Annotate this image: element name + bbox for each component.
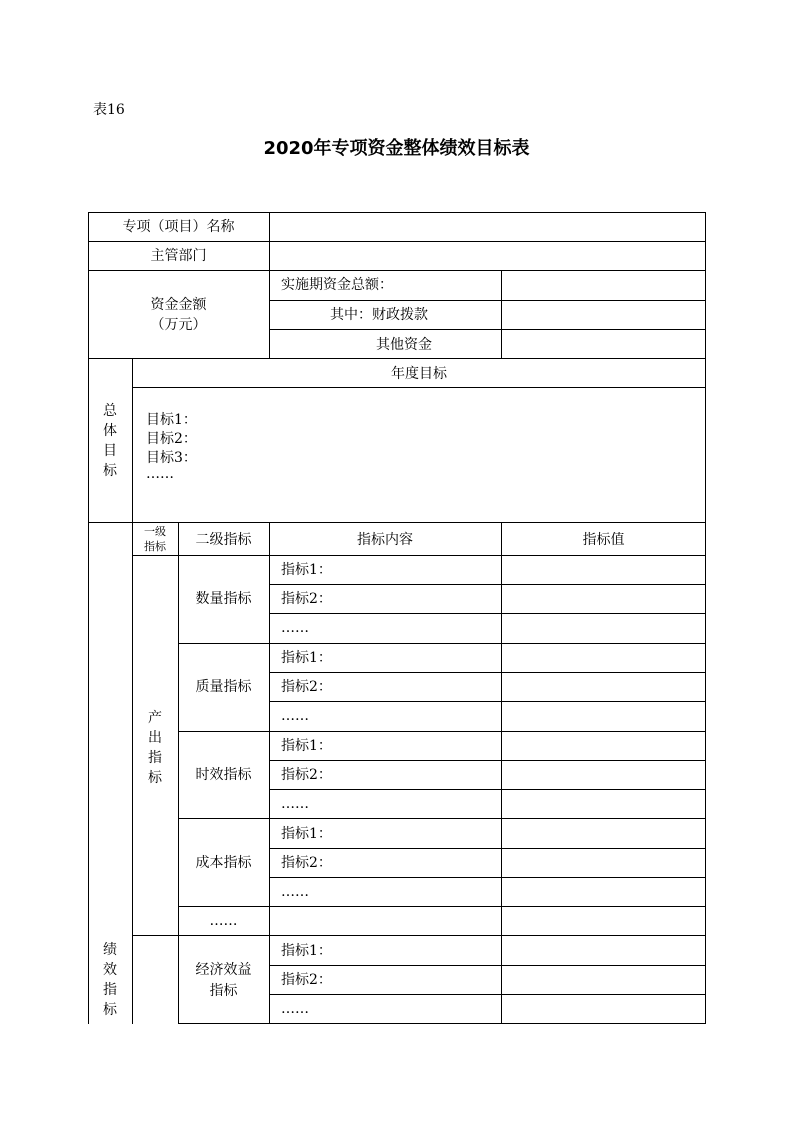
indicator-item: …… (281, 708, 309, 724)
group-name: 质量指标 (195, 679, 252, 695)
funds-total-cell[interactable] (502, 271, 705, 299)
page-title: 2020年专项资金整体绩效目标表 (263, 138, 530, 159)
funds-total-label: 实施期资金总额： (281, 277, 393, 293)
funds-label-line1: 资金金额 (150, 297, 207, 313)
indicator-item: 指标2： (281, 972, 332, 988)
overall-goal-side-label: 总 体 目 标 (103, 403, 117, 479)
goal-item: 目标1： (146, 412, 197, 428)
indicator-item: 指标1： (281, 943, 332, 959)
funds-fiscal-label: 其中：财政拨款 (330, 307, 428, 323)
col-level1-header: 一级 指标 (144, 525, 166, 553)
annual-goal-label: 年度目标 (391, 366, 447, 382)
col-level2-header: 二级指标 (195, 532, 252, 548)
dept-label: 主管部门 (150, 248, 207, 264)
indicator-item: …… (281, 884, 309, 900)
performance-indicator-side-label: 绩 效 指 标 (103, 942, 117, 1018)
indicator-item: 指标1： (281, 826, 332, 842)
project-name-cell[interactable] (270, 213, 705, 241)
econ-group-name-line1: 经济效益 (195, 962, 252, 978)
indicator-item: …… (281, 1001, 309, 1017)
more-groups-label: …… (209, 913, 238, 929)
indicator-item: 指标2： (281, 679, 332, 695)
econ-group-name-line2: 指标 (209, 983, 238, 999)
indicator-item: 指标1： (281, 562, 332, 578)
indicator-item: 指标2： (281, 855, 332, 871)
goal-item: …… (146, 466, 174, 482)
funds-label-line2: （万元） (150, 317, 207, 333)
goal-item: 目标3： (146, 450, 197, 466)
goal-list[interactable] (146, 410, 197, 484)
indicator-item: 指标2： (281, 591, 332, 607)
goal-item: 目标2： (146, 431, 197, 447)
indicator-item: …… (281, 796, 309, 812)
col-value-header: 指标值 (582, 532, 625, 548)
funds-other-cell[interactable] (502, 330, 705, 358)
funds-fiscal-cell[interactable] (502, 301, 705, 329)
indicator-item: 指标1： (281, 650, 332, 666)
dept-cell[interactable] (270, 242, 705, 270)
indicator-item: …… (281, 620, 309, 636)
table-number: 表16 (93, 102, 125, 118)
group-name: 数量指标 (195, 591, 252, 607)
col-content-header: 指标内容 (357, 532, 413, 548)
project-name-label: 专项（项目）名称 (122, 219, 235, 235)
output-indicator-label: 产 出 指 标 (148, 710, 162, 786)
indicator-item: 指标2： (281, 767, 332, 783)
funds-other-label: 其他资金 (376, 337, 432, 353)
group-name: 时效指标 (195, 767, 252, 783)
indicator-item: 指标1： (281, 738, 332, 754)
group-name: 成本指标 (195, 855, 252, 871)
